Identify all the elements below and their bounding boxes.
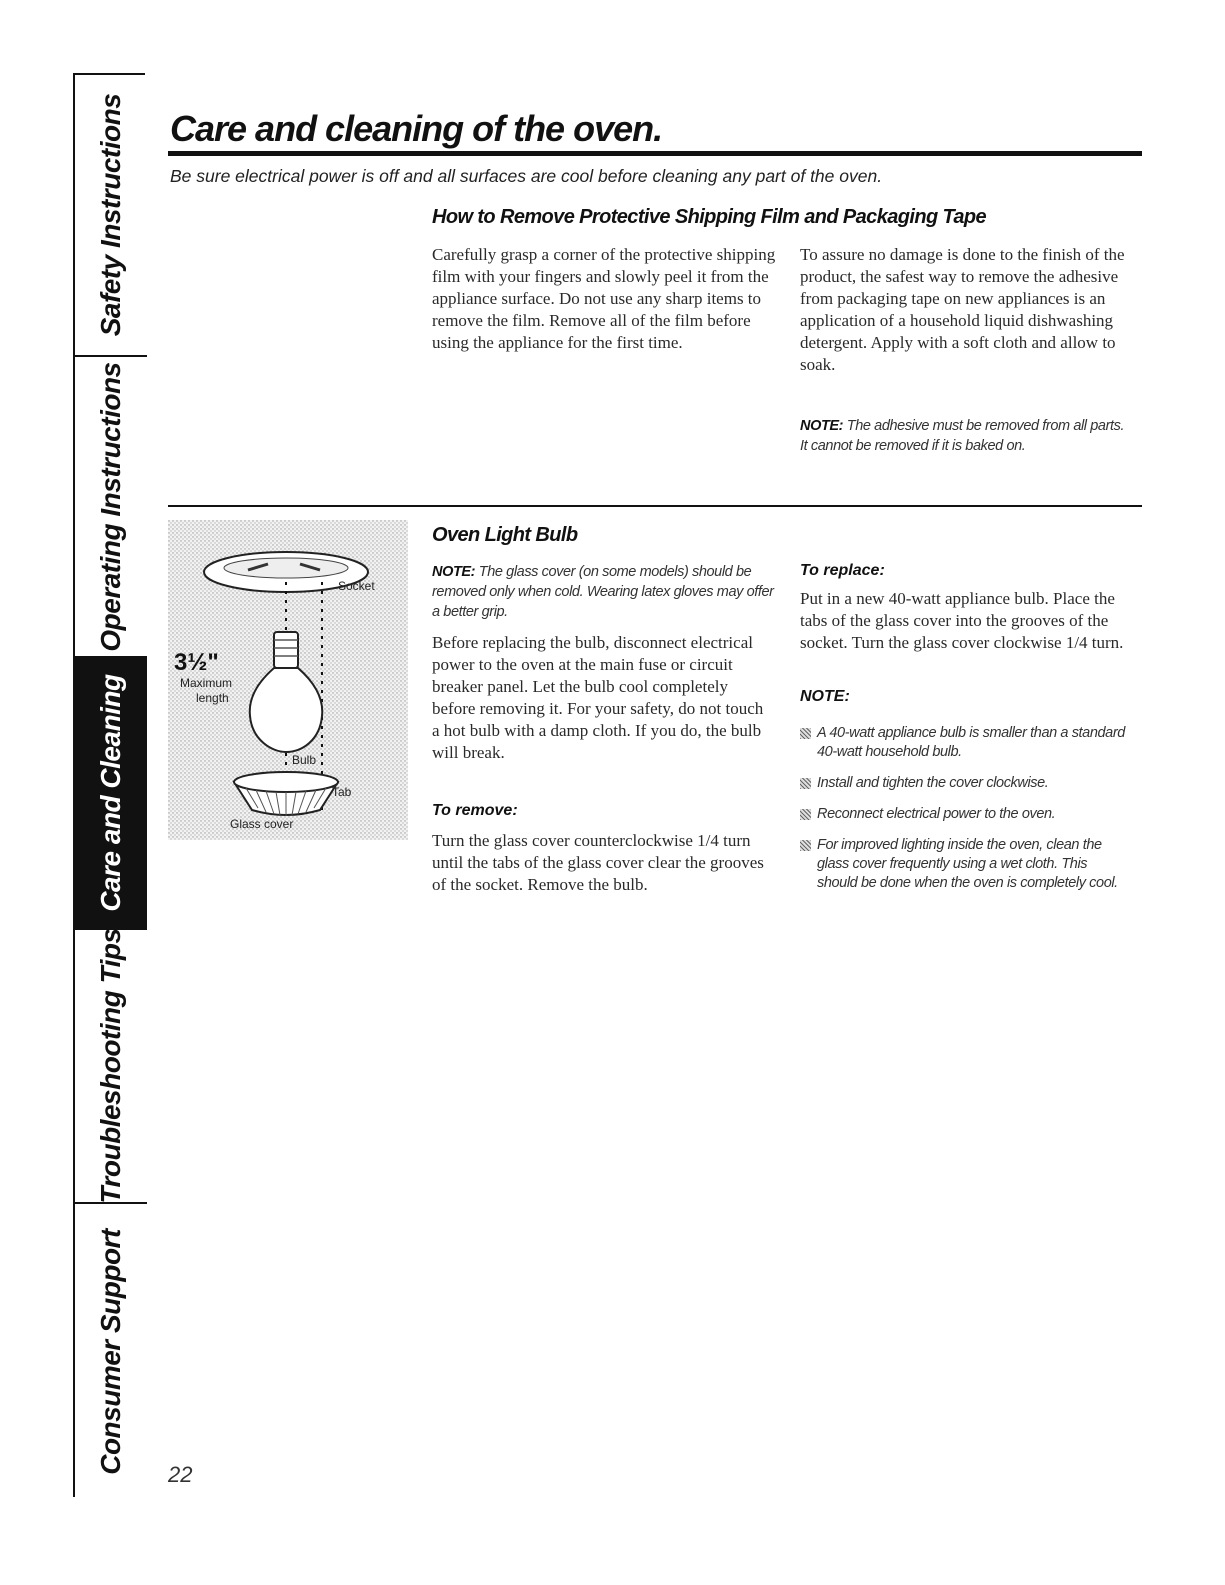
tab-care-and-cleaning[interactable] xyxy=(75,658,147,930)
note-label: NOTE: xyxy=(800,418,844,434)
tab-label-diagram: Tab xyxy=(332,785,352,799)
oven-light-intro-text: Before replacing the bulb, disconnect electrical power to the oven at the main fuse or circuit breaker panel. Let the bulb cool completely before removing it. For your safety, do not touch a hot bulb with a damp cloth. If you do, the bulb will break. xyxy=(432,633,764,762)
section-divider xyxy=(168,505,1142,507)
bulb-diagram-svg xyxy=(168,520,408,840)
oven-light-heading: Oven Light Bulb xyxy=(432,524,578,546)
note-label: NOTE: xyxy=(432,564,476,580)
max-length-label-line1: Maximum xyxy=(180,676,233,690)
max-length-value: 3½" xyxy=(174,649,219,676)
note-text: The glass cover (on some models) should be removed only when cold. Wearing latex gloves may offer a better grip. xyxy=(432,564,774,620)
to-remove-text: Turn the glass cover counterclockwise 1/4 turn until the tabs of the glass cover clear the grooves of the socket. Remove the bulb. xyxy=(432,831,764,894)
tab-label: Safety Instructions xyxy=(95,93,126,337)
tab-consumer-support[interactable] xyxy=(75,1204,147,1499)
oven-light-note xyxy=(432,562,777,622)
bullet-icon xyxy=(800,809,811,820)
replace-note-heading: NOTE: xyxy=(800,688,850,705)
shipping-film-right-text: To assure no damage is done to the finish of the product, the safest way to remove the adhesive from packaging tape on new appliances is an application of a household liquid dishwashing detergent. Apply with a soft cloth and allow to soak. xyxy=(800,245,1125,374)
list-item-text: For improved lighting inside the oven, clean the glass cover frequently using a wet cloth. This should be done when the oven is completely cool. xyxy=(817,837,1118,891)
shipping-film-left-text: Carefully grasp a corner of the protective shipping film with your fingers and slowly peel it from the appliance surface. Do not use any sharp items to remove the film. Remove all of the film before using the appliance for the first time. xyxy=(432,245,776,352)
to-replace-heading: To replace: xyxy=(800,562,885,579)
tab-label: Troubleshooting Tips xyxy=(95,928,126,1204)
title-divider xyxy=(168,151,1142,156)
page-subtitle: Be sure electrical power is off and all surfaces are cool before cleaning any part of the oven. xyxy=(170,166,883,186)
list-item-text: A 40-watt appliance bulb is smaller than a standard 40-watt household bulb. xyxy=(817,725,1125,760)
tab-operating-instructions[interactable] xyxy=(75,357,147,658)
bullet-icon xyxy=(800,778,811,789)
list-item xyxy=(800,724,1130,762)
tab-safety-instructions[interactable] xyxy=(75,75,147,357)
glass-cover-label: Glass cover xyxy=(230,817,294,831)
tab-label: Care and Cleaning xyxy=(95,674,126,912)
list-item xyxy=(800,774,1130,793)
shipping-film-heading: How to Remove Protective Shipping Film and Packaging Tape xyxy=(432,206,987,228)
shipping-film-note xyxy=(800,416,1130,456)
bulb-label: Bulb xyxy=(292,753,317,767)
bullet-icon xyxy=(800,728,811,739)
note-text: The adhesive must be removed from all parts. It cannot be removed if it is baked on. xyxy=(800,418,1125,454)
tab-label: Operating Instructions xyxy=(95,361,126,652)
to-replace-text: Put in a new 40-watt appliance bulb. Place the tabs of the glass cover into the grooves of the socket. Turn the glass cover clockwise 1/4 turn. xyxy=(800,589,1124,652)
list-item xyxy=(800,836,1130,893)
list-item xyxy=(800,805,1130,824)
bulb-diagram xyxy=(168,520,408,840)
tab-troubleshooting-tips[interactable] xyxy=(75,930,147,1204)
tab-label: Consumer Support xyxy=(95,1228,126,1475)
max-length-label-line2: length xyxy=(196,691,229,705)
to-remove-heading: To remove: xyxy=(432,802,518,819)
page-number: 22 xyxy=(168,1462,193,1487)
section-tab-strip xyxy=(73,73,145,1497)
list-item-text: Install and tighten the cover clockwise. xyxy=(817,775,1049,791)
replace-note-list xyxy=(800,724,1130,905)
page-title: Care and cleaning of the oven. xyxy=(170,108,663,149)
list-item-text: Reconnect electrical power to the oven. xyxy=(817,806,1056,822)
socket-label: Socket xyxy=(338,579,375,593)
bullet-icon xyxy=(800,840,811,851)
